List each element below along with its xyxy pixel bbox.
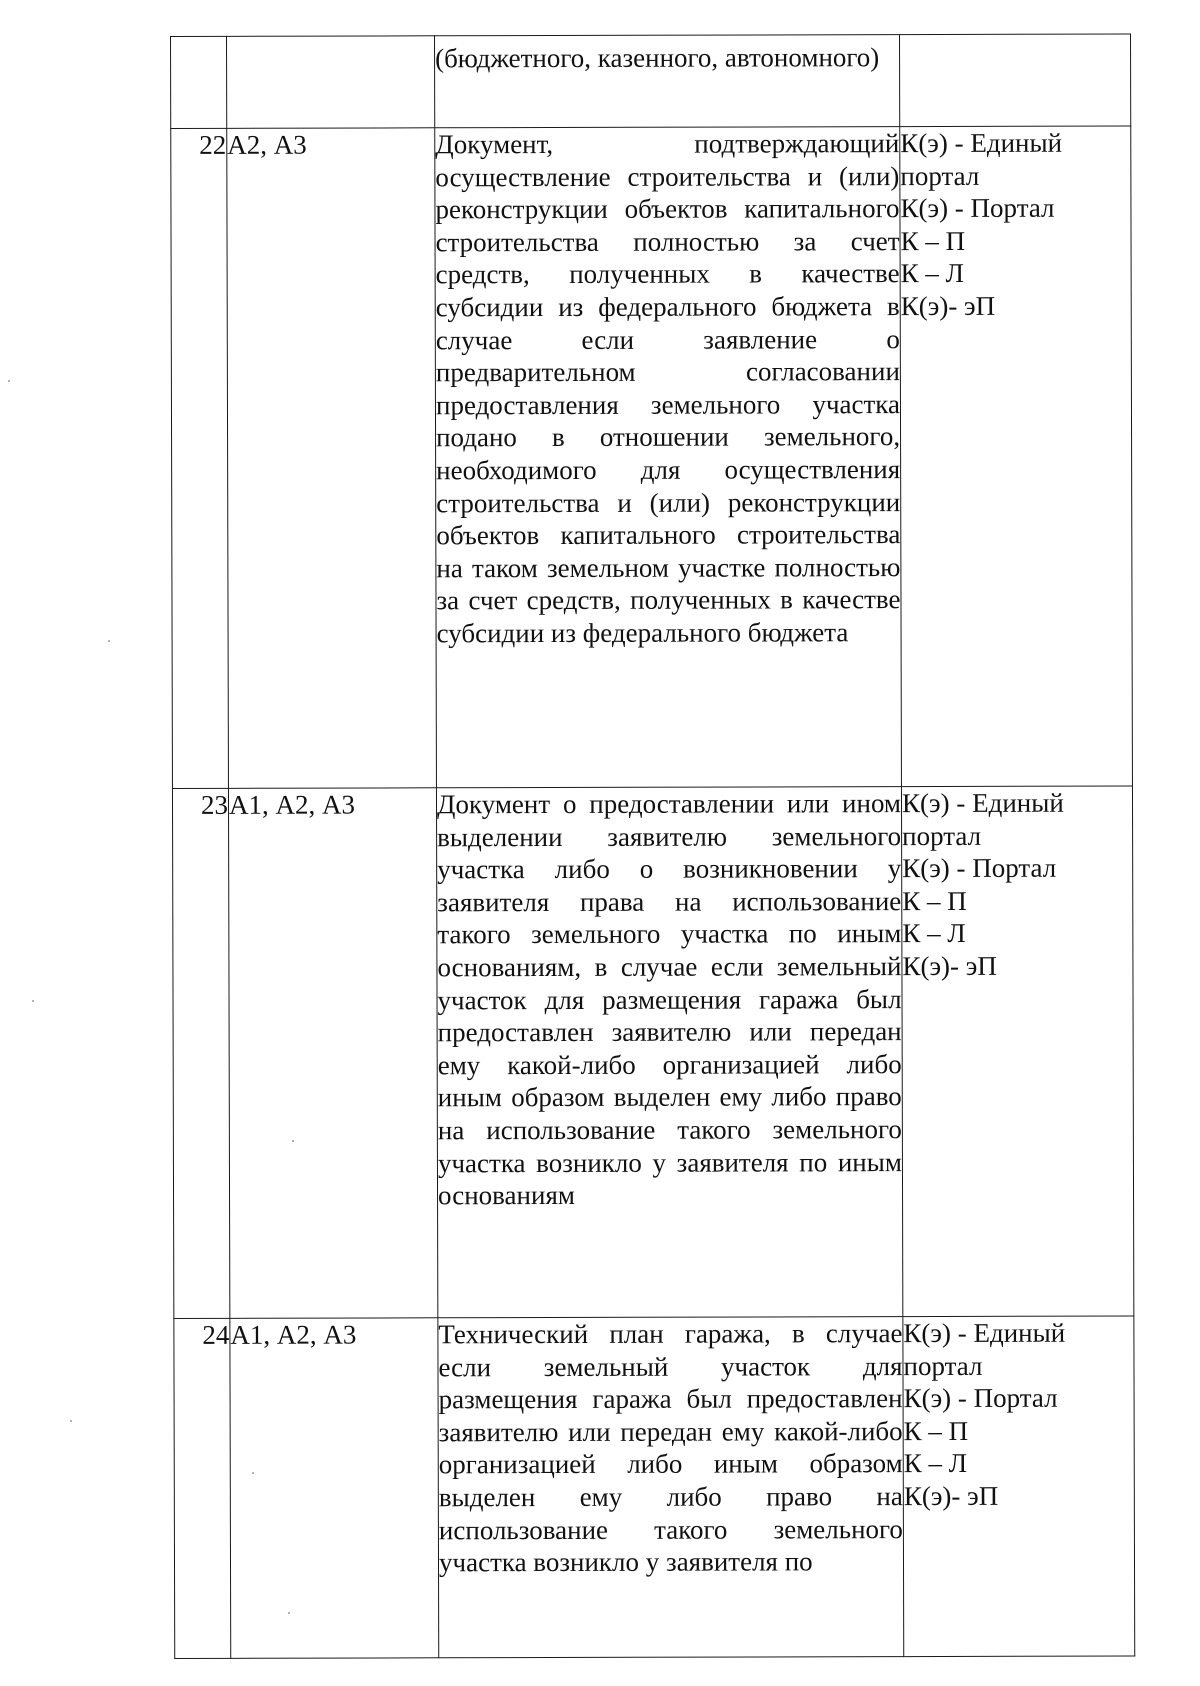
row-submission-methods	[900, 126, 1133, 787]
scan-speck	[108, 640, 110, 642]
submission-method: К(э)- эП	[902, 950, 997, 982]
submission-method: К(э) - Единый портал	[903, 1317, 1066, 1381]
documents-table	[170, 33, 1135, 1659]
row-submission-methods	[903, 1316, 1135, 1657]
submission-method: К – Л	[900, 258, 964, 289]
submission-method: К(э) - Портал	[903, 1382, 1058, 1414]
scan-speck	[8, 380, 10, 382]
description-text: Документ, подтверждающий осуществление строительства и (или) реконструкции объектов капитального строительства полностью за счет средств, полученных в качестве субсидии из федерального бюджета в случае если заявление о предварительном согласовании предоставления земельного участка подано в отношении земельного, необходимого для осуществления строительства и (или) реконструкции объектов капитального строительства на таком земельном участке полностью за счет средств, полученных в качестве субсидии из федерального бюджета	[435, 128, 901, 649]
description-text: Документ о предоставлении или ином выделении заявителю земельного участка либо о возникновении у заявителя права на использование такого земельного участка по иным основаниям, в случае если земельный участок для размещения гаража был предоставлен заявителю или передан ему какой-либо организацией либо иным образом выделен ему либо право на использование такого земельного участка возникло у заявителя по иным основаниям	[436, 788, 902, 1211]
scan-speck	[288, 1612, 290, 1614]
table-row	[172, 786, 1133, 1319]
row-document-description	[435, 35, 900, 128]
row-number	[171, 36, 227, 128]
row-number: 22	[171, 128, 229, 788]
submission-method: К(э) - Единый портал	[901, 787, 1064, 851]
row-document-description	[438, 1317, 904, 1658]
row-number: 24	[174, 1318, 231, 1658]
submission-method: К – Л	[903, 1448, 968, 1479]
description-text: Технический план гаража, в случае если земельный участок для размещения гаража был предоставлен заявителю или передан ему какой-либо организацией либо иным образом выделен ему либо право на использование такого земельного участка возникло у заявителя по	[438, 1318, 903, 1578]
description-text: (бюджетного, казенного, автономного)	[435, 42, 880, 74]
row-submission-methods	[899, 34, 1130, 127]
row-document-description	[436, 787, 902, 1318]
submission-method: К – П	[900, 225, 966, 256]
scan-speck	[32, 1000, 34, 1002]
table-row	[174, 1316, 1135, 1659]
submission-method: К – Л	[902, 918, 966, 949]
row-applicant-codes: А1, А2, А3	[228, 788, 437, 1319]
submission-method: К(э) - Единый портал	[900, 127, 1063, 191]
submission-method: К(э) - Портал	[902, 852, 1057, 884]
row-applicant-codes	[227, 36, 435, 129]
scan-speck	[292, 1140, 294, 1142]
submission-method: К – П	[903, 1415, 969, 1446]
scan-speck	[70, 1420, 72, 1422]
submission-method: К – П	[902, 885, 967, 916]
row-submission-methods	[901, 786, 1133, 1317]
row-applicant-codes: А1, А2, А3	[230, 1318, 439, 1659]
submission-method: К(э) - Портал	[900, 192, 1055, 224]
submission-method: К(э)- эП	[903, 1480, 999, 1512]
submission-method: К(э)- эП	[900, 290, 996, 322]
scan-speck	[252, 1472, 254, 1474]
row-applicant-codes: А2, А3	[227, 128, 437, 789]
table-row	[171, 126, 1133, 789]
row-document-description	[435, 127, 902, 788]
row-number: 23	[172, 788, 229, 1318]
table-row	[171, 34, 1131, 129]
